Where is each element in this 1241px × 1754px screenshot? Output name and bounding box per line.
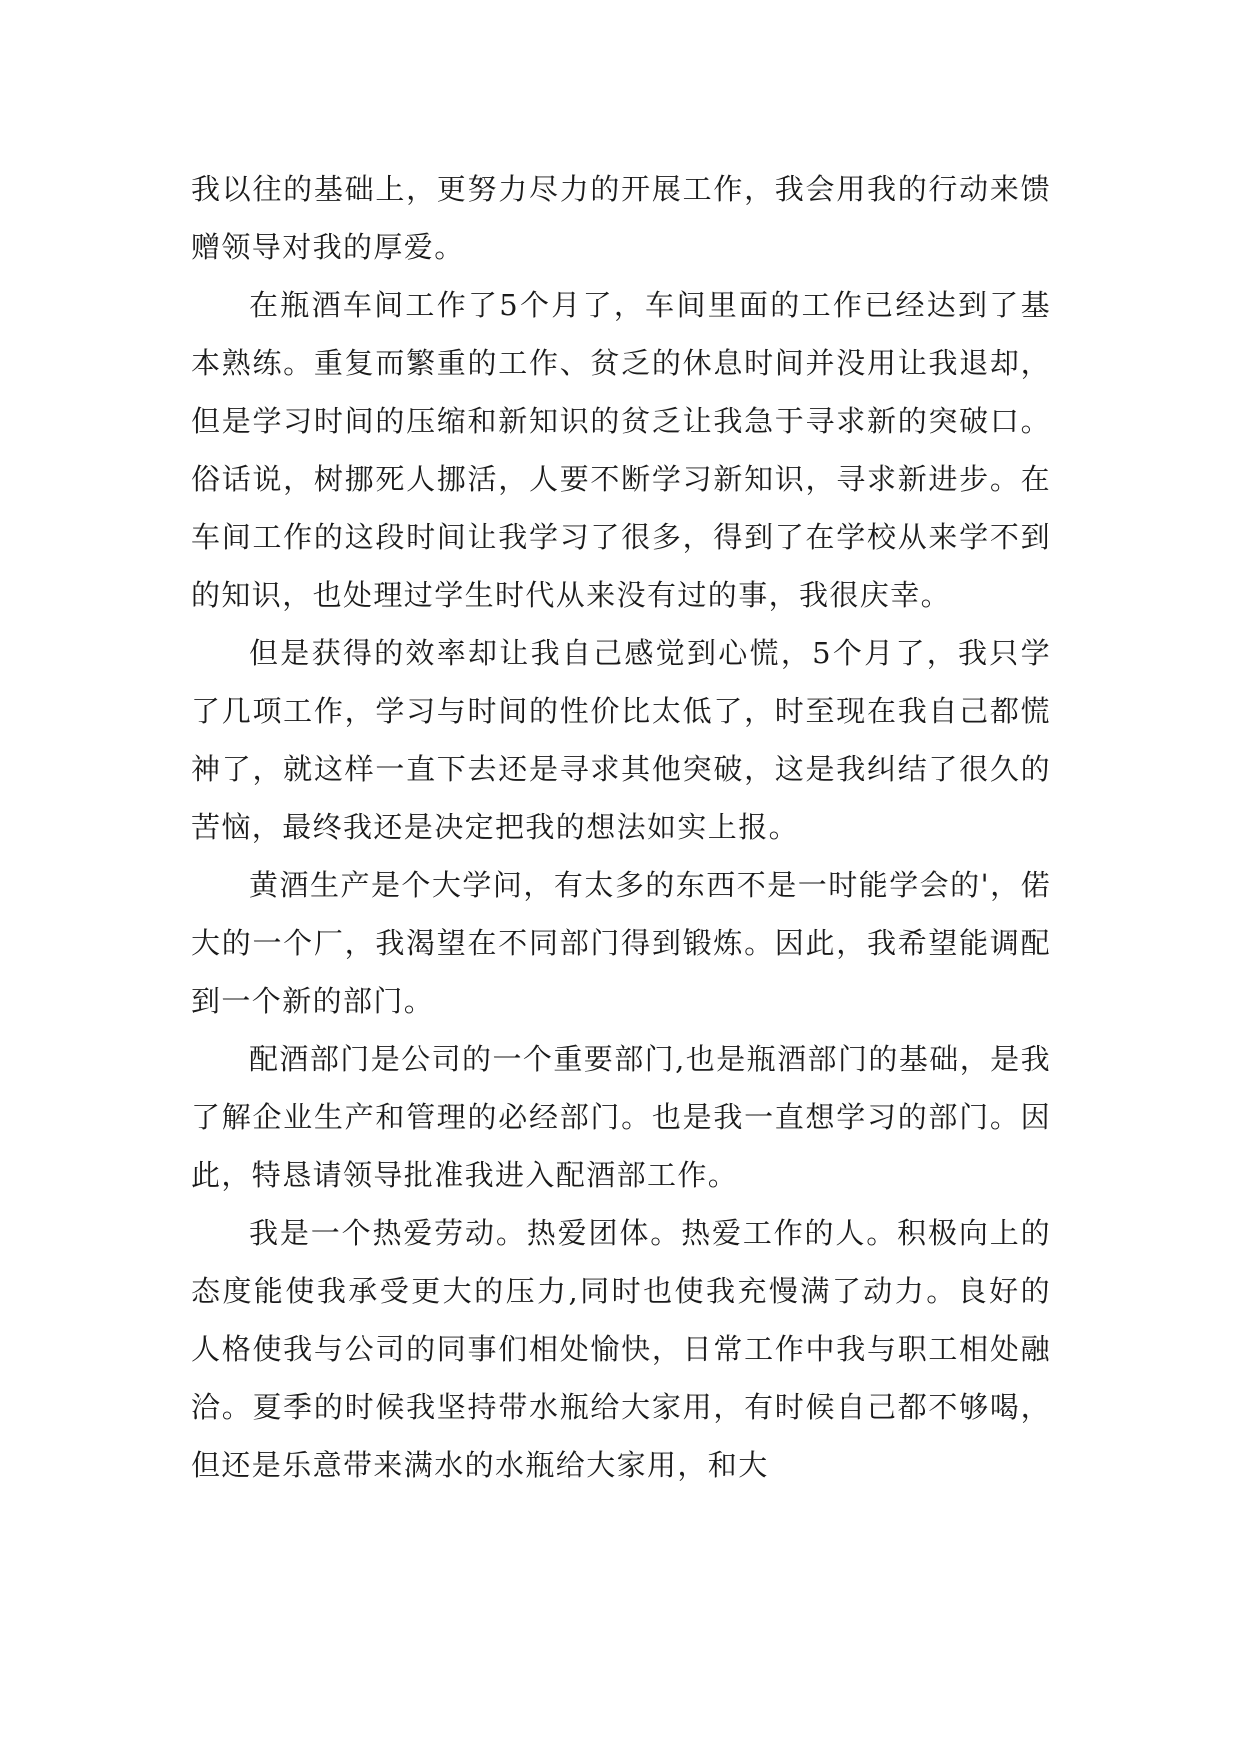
paragraph-5: 配酒部门是公司的一个重要部门,也是瓶酒部门的基础，是我了解企业生产和管理的必经部门。也是我一直想学习的部门。因此，特恳请领导批准我进入配酒部工作。	[191, 1042, 1051, 1192]
paragraph-2: 在瓶酒车间工作了5个月了，车间里面的工作已经达到了基本熟练。重复而繁重的工作、贫乏的休息时间并没用让我退却，但是学习时间的压缩和新知识的贫乏让我急于寻求新的突破口。俗话说，树挪死人挪活，人要不断学习新知识，寻求新进步。在车间工作的这段时间让我学习了很多，得到了在学校从来学不到的知识，也处理过学生时代从来没有过的事，我很庆幸。	[191, 288, 1051, 612]
paragraph-4: 黄酒生产是个大学问，有太多的东西不是一时能学会的'，偌大的一个厂，我渴望在不同部门得到锻炼。因此，我希望能调配到一个新的部门。	[191, 868, 1051, 1018]
paragraph-6: 我是一个热爱劳动。热爱团体。热爱工作的人。积极向上的态度能使我承受更大的压力,同时也使我充慢满了动力。良好的人格使我与公司的同事们相处愉快，日常工作中我与职工相处融洽。夏季的时候我坚持带水瓶给大家用，有时候自己都不够喝，但还是乐意带来满水的水瓶给大家用，和大	[191, 1216, 1051, 1482]
document-body	[191, 160, 1051, 1494]
paragraph-3: 但是获得的效率却让我自己感觉到心慌，5个月了，我只学了几项工作，学习与时间的性价比太低了，时至现在我自己都慌神了，就这样一直下去还是寻求其他突破，这是我纠结了很久的苦恼，最终我还是决定把我的想法如实上报。	[191, 636, 1051, 844]
paragraph-1: 我以往的基础上，更努力尽力的开展工作，我会用我的行动来馈赠领导对我的厚爱。	[191, 172, 1051, 264]
